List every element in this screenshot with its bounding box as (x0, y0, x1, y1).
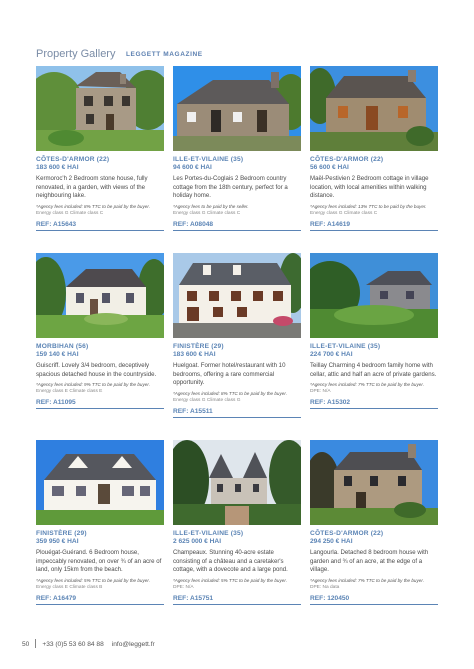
property-price: 2 625 000 € HAI (173, 538, 222, 545)
page-title: Property Gallery (36, 48, 116, 60)
property-description: Guiscriff. Lovely 3/4 bedroom, deceptively spacious detached house in the countryside. (36, 362, 157, 378)
property-card[interactable] (310, 440, 438, 605)
property-price: 159 140 € HAI (36, 351, 79, 358)
energy-class: DPE: N/A (173, 584, 194, 590)
property-description: Les Portes-du-Coglais 2 Bedroom country cottage from the 18th century, perfect for a holiday home. (173, 175, 288, 200)
property-location: ILLE-ET-VILAINE (35) (173, 530, 244, 537)
property-reference[interactable]: REF: A14619 (310, 220, 351, 228)
divider (310, 230, 438, 231)
divider (310, 408, 438, 409)
property-photo[interactable] (36, 440, 164, 525)
property-card[interactable] (173, 440, 301, 605)
property-price: 183 600 € HAI (36, 164, 79, 171)
property-description: Kermoroc'h 2 Bedroom stone house, fully renovated, in a garden, with views of the neighbouring lake. (36, 175, 148, 200)
divider (36, 604, 164, 605)
footer-phone[interactable]: +33 (0)5 53 60 84 88 (42, 641, 104, 648)
property-description: Plouégat-Guérand. 6 Bedroom house, impeccably renovated, on over ¾ of an acre of land, only 15km from the beach. (36, 549, 162, 574)
property-card[interactable] (36, 440, 164, 605)
page-header (36, 44, 203, 62)
property-location: ILLE-ET-VILAINE (35) (310, 343, 381, 350)
property-reference[interactable]: REF: A15643 (36, 220, 77, 228)
property-location: FINISTÈRE (29) (36, 530, 87, 537)
agency-fees-note: *Agency fees included: 9% TTC to be paid by the buyer. (36, 382, 150, 388)
agency-fees-note: *Agency fees included: 5% TTC to be paid by the buyer. (36, 577, 150, 583)
property-description: Maël-Pestivien 2 Bedroom cottage in village location, with local amenities within walking distance. (310, 175, 429, 200)
property-photo[interactable] (173, 253, 301, 338)
property-photo[interactable] (173, 66, 301, 151)
agency-fees-note: *Agency fees included: 7% TTC to be paid by the buyer. (310, 382, 424, 388)
divider (173, 417, 301, 418)
property-location: MORBIHAN (56) (36, 343, 89, 350)
energy-class: Energy class G Climate class C (173, 210, 241, 216)
divider (173, 604, 301, 605)
energy-class: Energy class G Climate class C (310, 210, 378, 216)
property-price: 94 600 € HAI (173, 164, 212, 171)
energy-class: Energy class G Climate class C (36, 210, 104, 216)
property-card[interactable] (173, 66, 301, 231)
property-reference[interactable]: REF: A11095 (36, 399, 76, 407)
footer-separator (35, 639, 36, 648)
property-description: Langourla. Detached 8 bedroom house with garden and ¾ of an acre, at the edge of a village. (310, 549, 429, 574)
divider (36, 408, 164, 409)
property-description: Teillay Charming 4 bedroom family home with cellar, attic and half an acre of private gardens. (310, 362, 437, 378)
property-card[interactable] (36, 253, 164, 409)
property-reference[interactable]: REF: 120450 (310, 594, 350, 602)
property-price: 224 700 € HAI (310, 351, 353, 358)
property-card[interactable] (173, 253, 301, 418)
property-price: 294 250 € HAI (310, 538, 353, 545)
energy-class: DPE: Na data (310, 584, 340, 590)
property-photo[interactable] (36, 253, 164, 338)
property-photo[interactable] (36, 66, 164, 151)
property-reference[interactable]: REF: A16479 (36, 594, 77, 602)
agency-fees-note: *Agency fees included: 8% TTC to be paid by the buyer. (36, 203, 150, 209)
property-location: FINISTÈRE (29) (173, 343, 224, 350)
property-description: Huelgoat. Former hotel/restaurant with 10 bedrooms, offering a rare commercial opportunity. (173, 362, 286, 387)
page-footer (22, 639, 155, 648)
divider (173, 230, 301, 231)
property-price: 359 950 € HAI (36, 538, 79, 545)
agency-fees-note: *Agency fees included: 8% TTC to be paid by the buyer. (173, 390, 287, 396)
property-photo[interactable] (173, 440, 301, 525)
property-location: CÔTES-D'ARMOR (22) (36, 156, 110, 163)
property-card[interactable] (36, 66, 164, 231)
property-photo[interactable] (310, 440, 438, 525)
property-description: Champeaux. Stunning 40-acre estate consisting of a château and a caretaker's cottage, with a dovecote and a large pond. (173, 549, 288, 574)
property-location: ILLE-ET-VILAINE (35) (173, 156, 244, 163)
property-photo[interactable] (310, 66, 438, 151)
energy-class: Energy class E Climate class B (36, 584, 103, 590)
property-price: 56 600 € HAI (310, 164, 349, 171)
footer-email[interactable]: info@leggett.fr (111, 641, 155, 648)
property-price: 183 600 € HAI (173, 351, 216, 358)
agency-fees-note: *Agency fees to be paid by the seller. (173, 203, 249, 209)
property-reference[interactable]: REF: A15751 (173, 594, 214, 602)
property-reference[interactable]: REF: A08048 (173, 220, 214, 228)
agency-fees-note: *Agency fees included: 5% TTC to be paid by the buyer. (173, 577, 287, 583)
page-number: 50 (22, 641, 30, 648)
property-location: CÔTES-D'ARMOR (22) (310, 530, 384, 537)
agency-fees-note: *Agency fees included: 7% TTC to be paid by the buyer. (310, 577, 424, 583)
divider (36, 230, 164, 231)
property-reference[interactable]: REF: A15302 (310, 399, 351, 407)
property-card[interactable] (310, 66, 438, 231)
energy-class: Energy class G Climate class G (173, 397, 241, 403)
energy-class: Energy class E Climate class E (36, 389, 103, 395)
property-location: CÔTES-D'ARMOR (22) (310, 156, 384, 163)
agency-fees-note: *Agency fees included: 13% TTC to be paid by the buyer. (310, 203, 427, 209)
property-card[interactable] (310, 253, 438, 409)
magazine-label: LEGGETT MAGAZINE (125, 51, 203, 58)
property-photo[interactable] (310, 253, 438, 338)
property-reference[interactable]: REF: A15511 (173, 407, 213, 415)
divider (310, 604, 438, 605)
energy-class: DPE: N/A (310, 389, 331, 395)
